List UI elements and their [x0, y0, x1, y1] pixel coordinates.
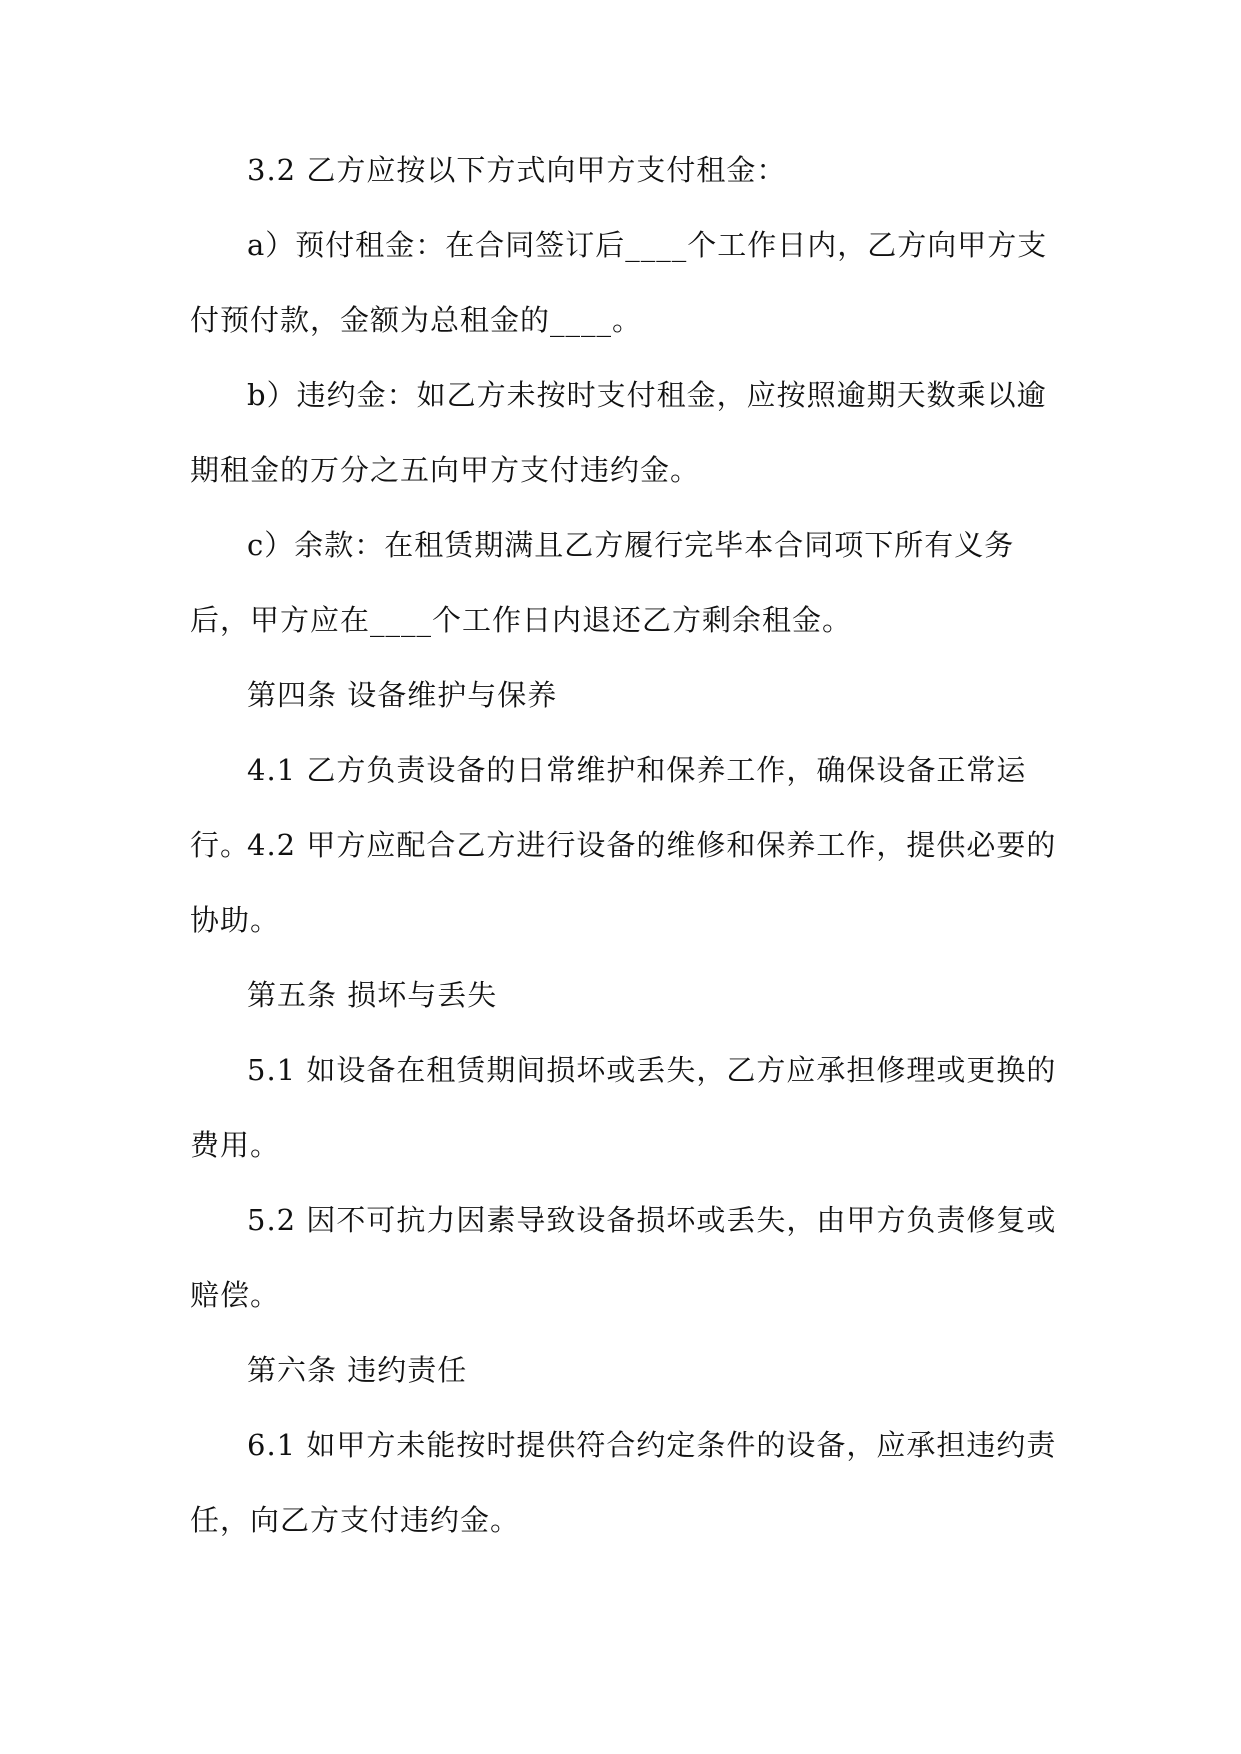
clause-4-2: 4.2 甲方应配合乙方进行设备的维修和保养工作，提供必要的协助。 [190, 828, 1057, 937]
clause-5-1: 5.1 如设备在租赁期间损坏或丢失，乙方应承担修理或更换的费用。 [190, 1053, 1057, 1162]
article-5-heading: 第五条 损坏与丢失 [247, 978, 498, 1012]
clause-4-1: 4.1 乙方负责设备的日常维护和保养工作，确保设备正常运行。 [190, 753, 1027, 862]
clause-3-2: 3.2 乙方应按以下方式向甲方支付租金： [247, 153, 787, 187]
clause-3-2-c: c）余款：在租赁期满且乙方履行完毕本合同项下所有义务后，甲方应在____个工作日内退还乙方剩余租金。 [190, 528, 1015, 637]
clause-6-1: 6.1 如甲方未能按时提供符合约定条件的设备，应承担违约责任，向乙方支付违约金。 [190, 1428, 1057, 1537]
article-6-heading: 第六条 违约责任 [247, 1353, 468, 1387]
clause-3-2-b: b）违约金：如乙方未按时支付租金，应按照逾期天数乘以逾期租金的万分之五向甲方支付违约金。 [190, 378, 1047, 487]
article-4-heading: 第四条 设备维护与保养 [247, 678, 558, 712]
clause-3-2-a: a）预付租金：在合同签订后____个工作日内，乙方向甲方支付预付款，金额为总租金的____。 [190, 228, 1048, 337]
clause-5-2: 5.2 因不可抗力因素导致设备损坏或丢失，由甲方负责修复或赔偿。 [190, 1203, 1057, 1312]
